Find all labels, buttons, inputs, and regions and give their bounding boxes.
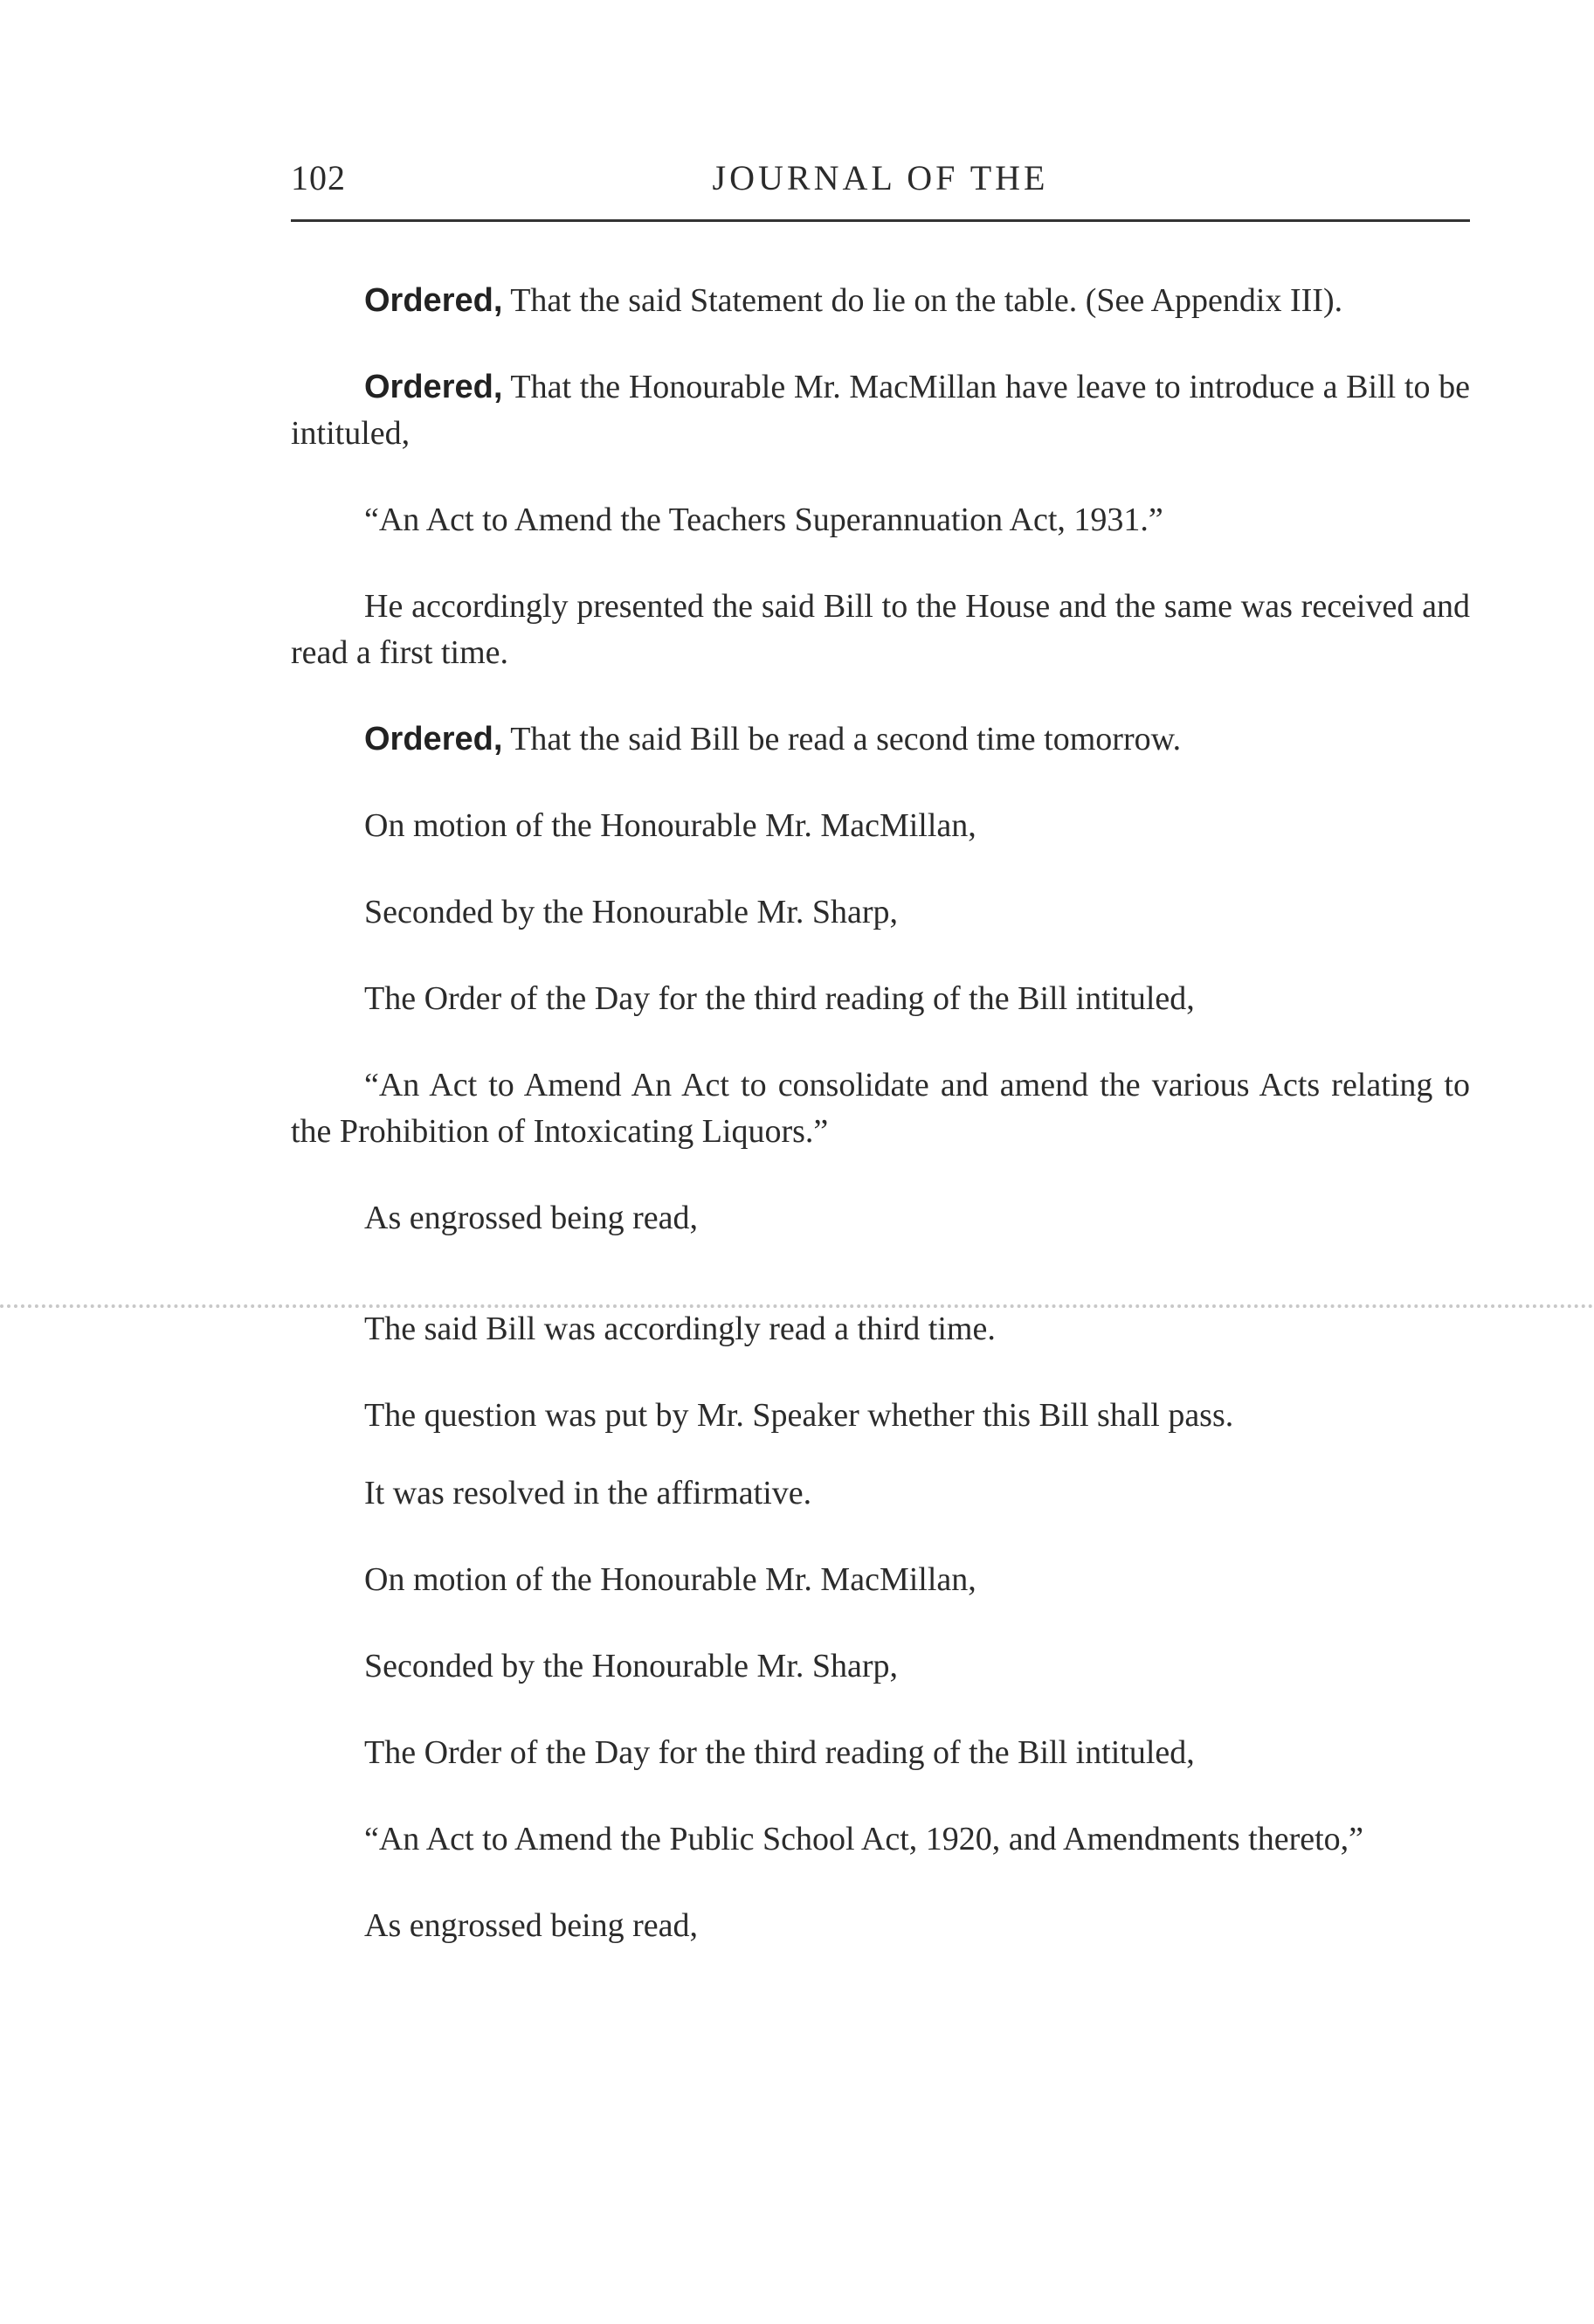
paragraph-text: “An Act to Amend An Act to consolidate and amend the various Acts relating to the Prohibition of Intoxicating Liquors.” [291, 1067, 1470, 1150]
paragraph [291, 278, 1470, 324]
paragraph-text: On motion of the Honourable Mr. MacMillan, [364, 1561, 976, 1598]
paragraph-text: On motion of the Honourable Mr. MacMillan, [364, 807, 976, 844]
paragraph-text: As engrossed being read, [364, 1907, 699, 1944]
paragraph [291, 803, 1470, 849]
paragraph [291, 1195, 1470, 1242]
scan-dotted-line [0, 1304, 1594, 1308]
ordered-label: Ordered, [364, 369, 503, 405]
paragraph [291, 716, 1470, 763]
paragraph-text: He accordingly presented the said Bill to the House and the same was received and read a first time. [291, 588, 1470, 671]
paragraph-text: That the said Bill be read a second time tomorrow. [502, 721, 1182, 757]
ordered-label: Ordered, [364, 721, 503, 757]
paragraph-text: Seconded by the Honourable Mr. Sharp, [364, 894, 899, 930]
paragraph-text: The said Bill was accordingly read a third time. [364, 1311, 996, 1347]
paragraph [291, 1643, 1470, 1690]
paragraph [291, 1470, 1470, 1517]
paragraph [291, 889, 1470, 936]
paragraph [291, 976, 1470, 1022]
journal-body [291, 278, 1470, 1989]
header-rule [291, 219, 1470, 222]
paragraph [291, 1730, 1470, 1776]
paragraph [291, 1393, 1470, 1439]
paragraph [291, 1306, 1470, 1352]
bill-title [291, 497, 1470, 543]
paragraph-text: The Order of the Day for the third reading of the Bill intituled, [364, 1734, 1195, 1771]
paragraph-text: That the said Statement do lie on the table. (See Appendix III). [502, 282, 1343, 319]
bill-title [291, 1816, 1470, 1863]
paragraph [291, 584, 1470, 676]
running-head: JOURNAL OF THE [712, 158, 1049, 197]
ordered-label: Ordered, [364, 282, 503, 319]
paragraph [291, 364, 1470, 457]
bill-title [291, 1062, 1470, 1155]
paragraph-text: That the Honourable Mr. MacMillan have leave to introduce a Bill to be intituled, [291, 369, 1470, 452]
page-number: 102 [291, 158, 346, 197]
page-header [291, 157, 1470, 210]
paragraph [291, 1903, 1470, 1949]
paragraph-text: Seconded by the Honourable Mr. Sharp, [364, 1648, 899, 1684]
paragraph-text: “An Act to Amend the Teachers Superannuation Act, 1931.” [364, 501, 1163, 538]
paragraph [291, 1557, 1470, 1603]
paragraph-text: As engrossed being read, [364, 1200, 699, 1236]
paragraph-text: The Order of the Day for the third reading of the Bill intituled, [364, 980, 1195, 1017]
paragraph-text: “An Act to Amend the Public School Act, 1920, and Amendments thereto,” [364, 1821, 1364, 1857]
paragraph-text: The question was put by Mr. Speaker whether this Bill shall pass. [364, 1397, 1234, 1434]
paragraph-text: It was resolved in the affirmative. [364, 1475, 812, 1511]
